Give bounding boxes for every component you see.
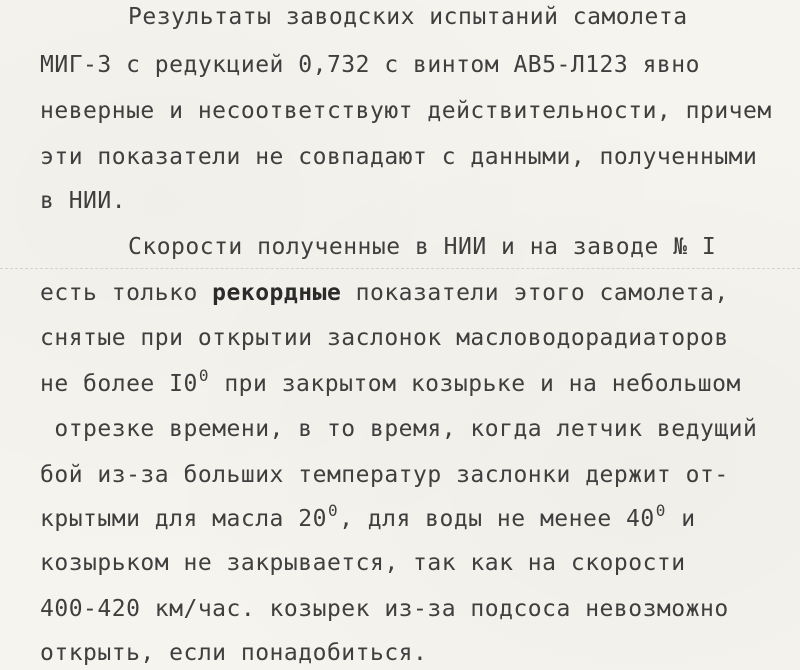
para2-line-4 [40, 366, 741, 397]
para2-line-8: козырьком не закрывается, так как на скорости [40, 550, 686, 576]
degree-superscript: 0 [327, 501, 339, 520]
para2-line-3: снятые при открытии заслонок масловодорадиаторов [40, 325, 729, 351]
para2-line-4-pre: не более I0 [40, 371, 198, 397]
para2-line-7-post: и [666, 506, 696, 532]
para2-line-7-pre: крытыми для масла 20 [40, 506, 327, 532]
para1-line-1: Результаты заводских испытаний самолета [128, 4, 688, 30]
para2-line-7-mid: , для воды не менее 40 [339, 506, 655, 532]
para1-line-5: в НИИ. [40, 188, 127, 214]
para2-line-2-pre: есть только [40, 280, 213, 306]
para2-line-6: бой из-за больших температур заслонки держит от- [40, 462, 729, 488]
para2-line-7 [40, 501, 696, 532]
para2-line-4-post: при закрытом козырьке и на небольшом [209, 371, 741, 397]
degree-superscript: 0 [655, 501, 666, 520]
para2-line-9: 400-420 км/час. козырек из-за подсоса невозможно [40, 596, 729, 622]
para2-line-2-bold-word: рекордные [212, 280, 342, 306]
para2-line-1: Скорости полученные в НИИ и на заводе № I [128, 234, 717, 260]
para2-line-5: отрезке времени, в то время, когда летчик ведущий [40, 416, 758, 442]
para1-line-4: эти показатели не совпадают с данными, полученными [40, 144, 758, 170]
para2-line-10: открыть, если понадобиться. [40, 640, 428, 666]
degree-superscript: 0 [198, 366, 209, 385]
para2-line-2-post: показатели этого самолета, [341, 280, 729, 306]
para2-line-2 [40, 282, 729, 305]
para1-line-3: неверные и несоответствуют действительности, причем [40, 98, 772, 124]
para1-line-2: МИГ-3 с редукцией 0,732 с винтом АВ5-Л123 явно [40, 52, 700, 78]
paper-fold-line [0, 268, 800, 270]
